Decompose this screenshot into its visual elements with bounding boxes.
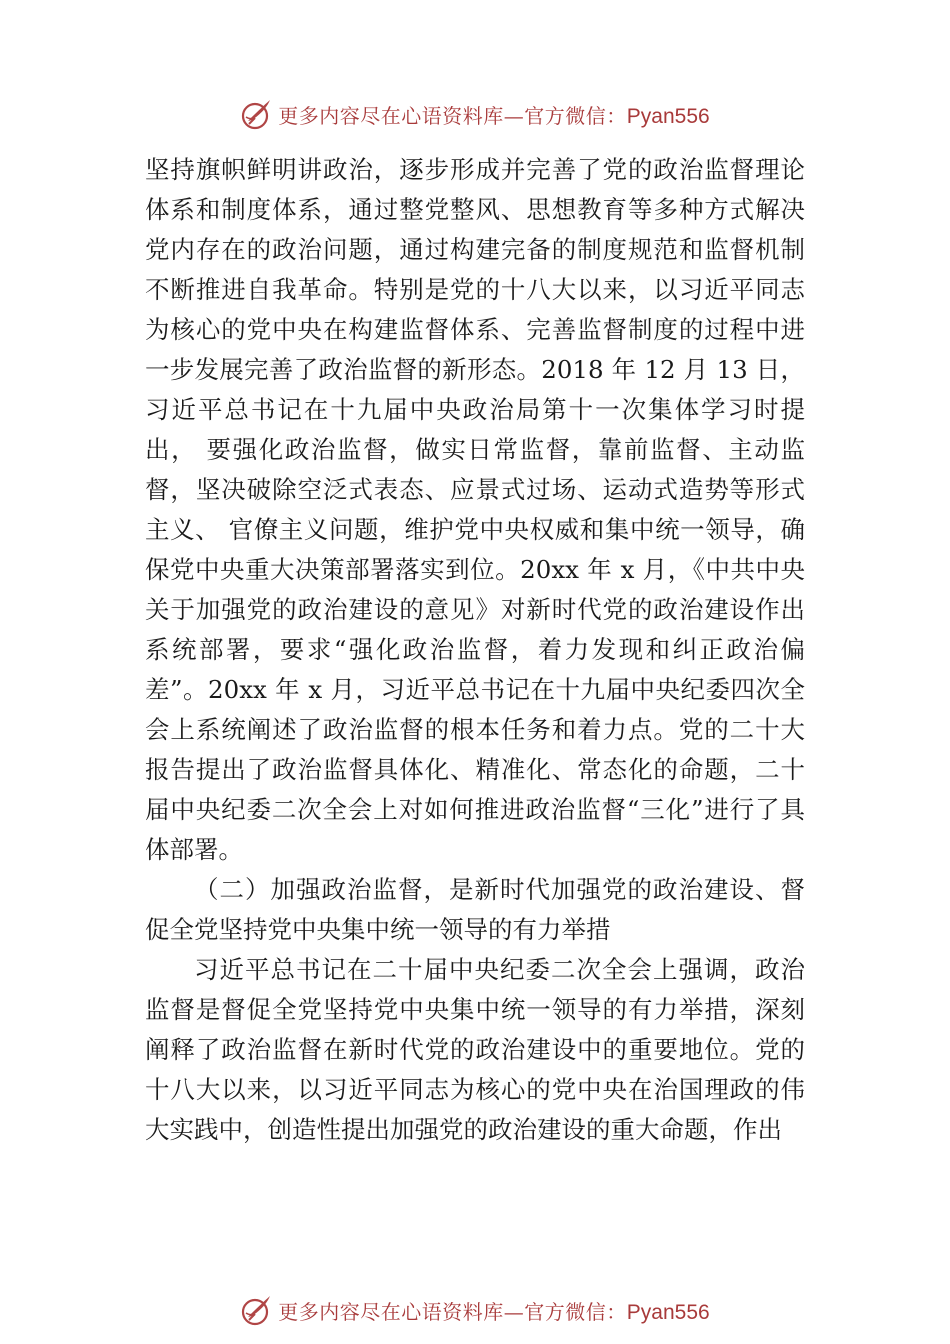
section-heading: （二）加强政治监督，是新时代加强党的政治建设、督促全党坚持党中央集中统一领导的有力举措 <box>145 875 805 944</box>
wechat-id: Pyan556 <box>626 1300 710 1324</box>
paragraph-1: 坚持旗帜鲜明讲政治，逐步形成并完善了党的政治监督理论体系和制度体系，通过整党整风、思想教育等多种方式解决党内存在的政治问题，通过构建完备的制度规范和监督机制不断推进自我革命。特别是党的十八大以来，以习近平同志为核心的党中央在构建监督体系、完善监督制度的过程中进一步发展完善了政治监督的新形态。2018 年 12 月 13 日，习近平总书记在十九届中央政治局第十一次集体学习时提出， 要强化政治监督，做实日常监督，靠前监督、主动监督，坚决破除空泛式表态、应景式过场、运动式造势等形式主义、 官僚主义问题，维护党中央权威和集中统一领导，确保党中央重大决策部署落实到位。20xx 年 x 月，《中共中央关于加强党的政治建设的意见》对新时代党的政治建设作出系统部署，要求“强化政治监督，着力发现和纠正政治偏差”。20xx 年 x 月，习近平总书记在十九届中央纪委四次全会上系统阐述了政治监督的根本任务和着力点。党的二十大报告提出了政治监督具体化、精准化、常态化的命题，二十届中央纪委二次全会上对如何推进政治监督“三化”进行了具体部署。 <box>145 155 805 864</box>
paragraph-2: 习近平总书记在二十届中央纪委二次全会上强调，政治监督是督促全党坚持党中央集中统一领导的有力举措，深刻阐释了政治监督在新时代党的政治建设中的重要地位。党的十八大以来，以习近平同志为核心的党中央在治国理政的伟大实践中，创造性提出加强党的政治建设的重大命题，作出 <box>145 955 805 1144</box>
header-banner <box>0 94 950 134</box>
banner-text: 更多内容尽在心语资料库—官方微信：Pyan556 <box>278 103 710 128</box>
quill-pen-logo-icon <box>240 97 274 131</box>
banner-text: 更多内容尽在心语资料库—官方微信：Pyan556 <box>278 1299 710 1324</box>
document-body <box>145 150 805 1150</box>
wechat-id: Pyan556 <box>626 104 710 128</box>
footer-banner <box>0 1290 950 1330</box>
quill-pen-logo-icon <box>240 1293 274 1327</box>
